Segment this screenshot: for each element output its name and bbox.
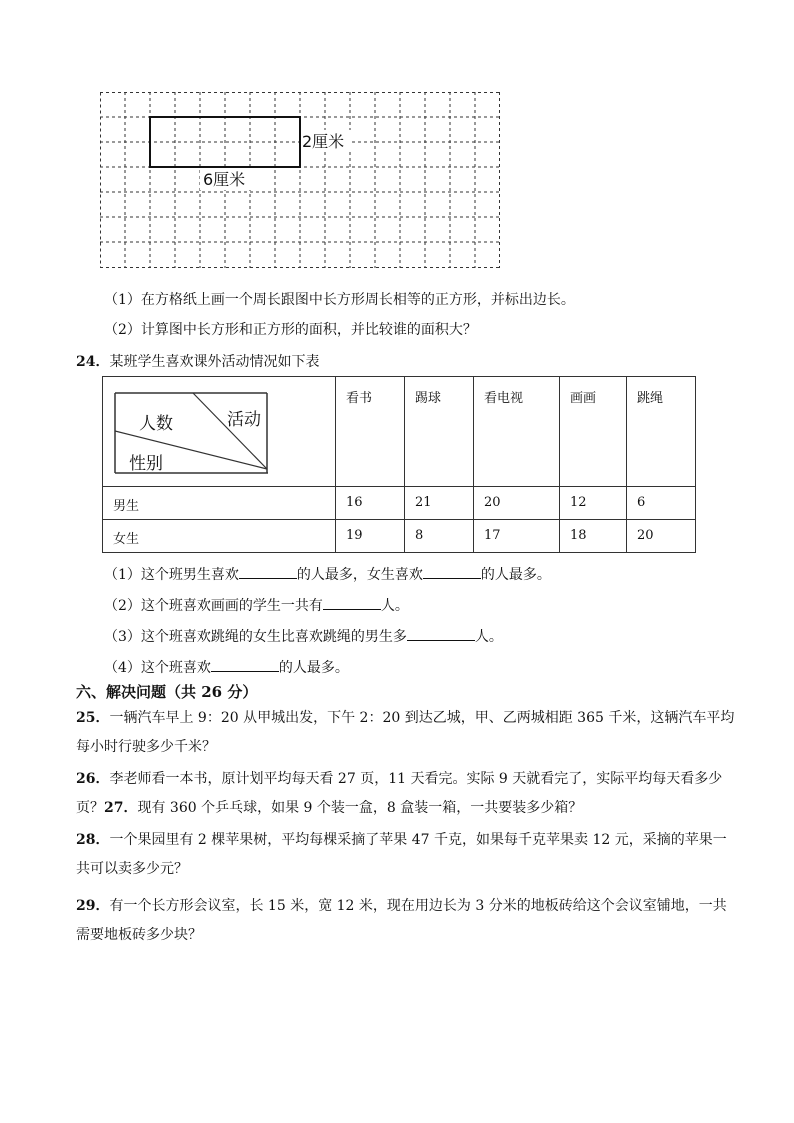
q24-sub1 (104, 562, 551, 585)
cell-value: 6 (627, 487, 696, 520)
width-label: 2厘米 (302, 132, 345, 151)
q24-number: 24． (76, 354, 110, 370)
q28-text-1: 一个果园里有 2 棵苹果树，平均每棵采摘了苹果 47 千克，如果每千克苹果卖 12 元，采摘的苹果一 (109, 832, 727, 848)
table-row (103, 487, 696, 520)
corner-activity-label: 活动 (227, 410, 261, 430)
q26-text-1: 李老师看一本书，原计划平均每天看 27 页，11 天看完。实际 9 天就看完了，实际平均每天看多少 (109, 771, 723, 787)
header-rope: 跳绳 (627, 377, 696, 487)
cell-value: 20 (474, 487, 560, 520)
cell-value: 18 (560, 520, 627, 553)
q24-sub2 (104, 593, 409, 616)
q26-q27-line (76, 798, 582, 818)
q29-line2: 需要地板砖多少块？ (76, 927, 202, 943)
q24-s1-text-b: 的人最多，女生喜欢 (296, 567, 423, 583)
q28-line1 (76, 830, 727, 850)
cell-value: 16 (336, 487, 405, 520)
activity-table (102, 376, 696, 553)
q29-line1 (76, 896, 727, 916)
header-tv: 看电视 (474, 377, 560, 487)
cell-value: 21 (405, 487, 474, 520)
header-football: 踢球 (405, 377, 474, 487)
cell-value: 20 (627, 520, 696, 553)
q24-s2-text-b: 人。 (380, 598, 409, 614)
q25-number: 25． (76, 710, 110, 726)
header-drawing: 画画 (560, 377, 627, 487)
table-row (103, 520, 696, 553)
q26-number: 26． (76, 771, 110, 787)
q24-s2-text-a: （2）这个班喜欢画画的学生一共有 (104, 598, 323, 614)
section-6-title: 六、解决问题（共 26 分） (76, 683, 258, 701)
q24-s3-text-a: （3）这个班喜欢跳绳的女生比喜欢跳绳的男生多 (104, 629, 407, 645)
q24-s4-text-b: 的人最多。 (278, 660, 349, 676)
cell-value: 17 (474, 520, 560, 553)
row-label-girls: 女生 (103, 520, 336, 553)
answer-blank[interactable] (423, 562, 481, 579)
length-label: 6厘米 (203, 170, 246, 189)
grid-paper-figure (100, 92, 500, 268)
header-reading: 看书 (336, 377, 405, 487)
q28-line2: 共可以卖多少元？ (76, 861, 188, 877)
answer-blank[interactable] (407, 624, 475, 641)
q24-heading (76, 352, 319, 372)
q26-text-2: 页？ (76, 800, 104, 816)
q24-s4-text-a: （4）这个班喜欢 (104, 660, 211, 676)
row-label-boys: 男生 (103, 487, 336, 520)
q27-text: 现有 360 个乒乓球，如果 9 个装一盒，8 盒装一箱，一共要装多少箱？ (137, 800, 583, 816)
cell-value: 8 (405, 520, 474, 553)
corner-gender-label: 性别 (129, 454, 163, 474)
q23-sub2: （2）计算图中长方形和正方形的面积，并比较谁的面积大？ (104, 322, 477, 338)
q25-line1 (76, 708, 734, 728)
q24-s1-text-c: 的人最多。 (480, 567, 551, 583)
answer-blank[interactable] (211, 655, 279, 672)
q27-number: 27． (104, 800, 138, 816)
q23-sub1: （1）在方格纸上画一个周长跟图中长方形周长相等的正方形，并标出边长。 (104, 292, 575, 308)
q25-text-1: 一辆汽车早上 9：20 从甲城出发，下午 2：20 到达乙城，甲、乙两城相距 365 千米，这辆汽车平均 (109, 710, 735, 726)
q24-sub4 (104, 655, 349, 678)
q28-number: 28． (76, 832, 110, 848)
q26-line1 (76, 769, 722, 789)
q25-line2: 每小时行驶多少千米？ (76, 739, 216, 755)
corner-cell (103, 377, 336, 487)
answer-blank[interactable] (239, 562, 297, 579)
cell-value: 19 (336, 520, 405, 553)
q24-title: 某班学生喜欢课外活动情况如下表 (109, 354, 320, 370)
answer-blank[interactable] (323, 593, 381, 610)
cell-value: 12 (560, 487, 627, 520)
q24-sub3 (104, 624, 503, 647)
q29-text-1: 有一个长方形会议室，长 15 米，宽 12 米，现在用边长为 3 分米的地板砖给这个会议室铺地，一共 (109, 898, 727, 914)
q29-number: 29． (76, 898, 110, 914)
corner-people-label: 人数 (139, 414, 173, 434)
q24-s1-text-a: （1）这个班男生喜欢 (104, 567, 239, 583)
q24-s3-text-b: 人。 (474, 629, 503, 645)
